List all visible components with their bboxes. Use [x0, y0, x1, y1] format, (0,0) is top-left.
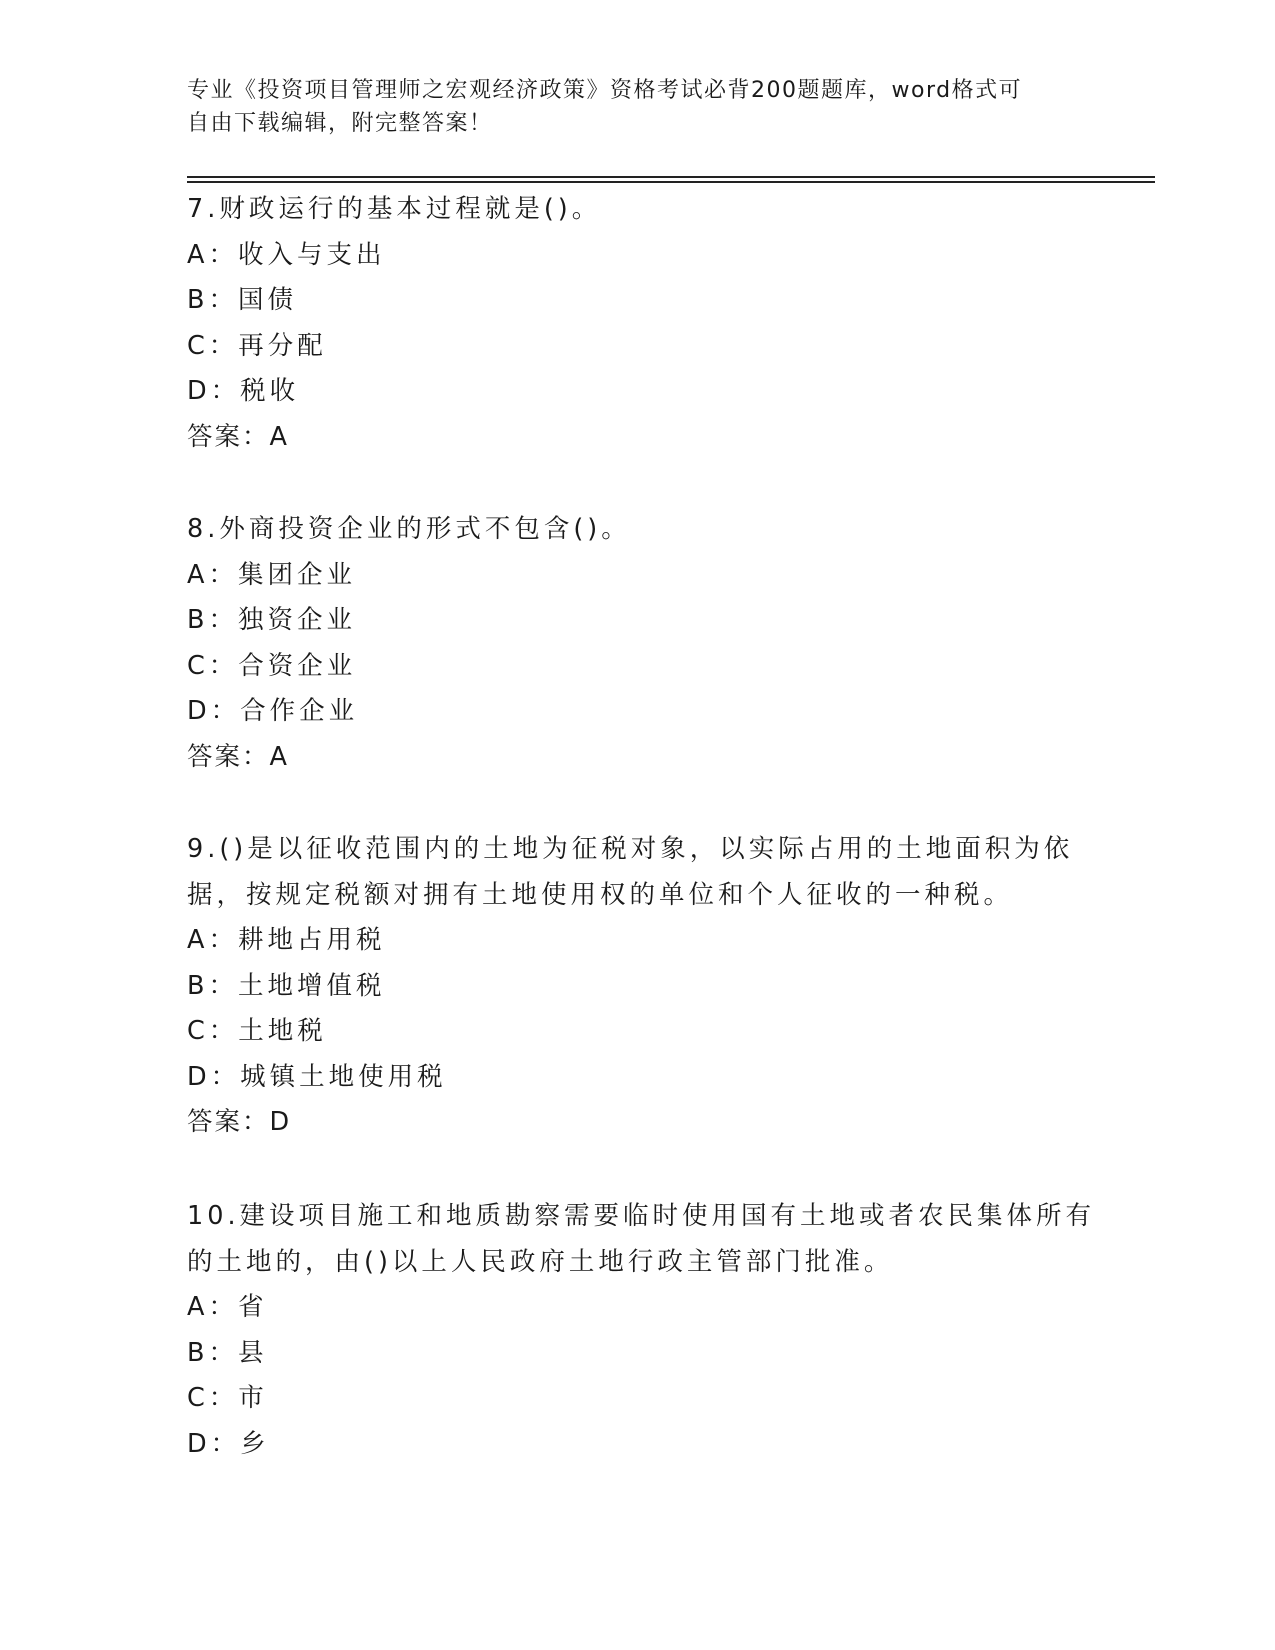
option-a: A：集团企业: [187, 559, 356, 590]
option-c: C：土地税: [187, 1016, 327, 1046]
header-line-1: 专业《投资项目管理师之宏观经济政策》资格考试必背200题题库，word格式可: [187, 78, 1023, 103]
question-stem-line-1: 10.建设项目施工和地质勘察需要临时使用国有土地或者农民集体所有: [187, 1201, 1096, 1231]
answer-label: 答案：: [187, 741, 270, 772]
question-8: [187, 507, 1087, 780]
option-a: A：收入与支出: [187, 239, 386, 270]
option-c: C：再分配: [187, 330, 327, 361]
question-stem-line-2: 的土地的，由()以上人民政府土地行政主管部门批准。: [187, 1246, 894, 1277]
header-divider-top: [187, 176, 1155, 178]
answer-value: A: [269, 741, 288, 772]
answer-label: 答案：: [187, 421, 270, 452]
option-b: B：国债: [187, 285, 297, 315]
question-stem: 8.外商投资企业的形式不包含()。: [187, 514, 631, 544]
answer-line: [187, 1100, 1087, 1146]
option-b: B：独资企业: [187, 605, 356, 635]
answer-label: 答案：: [187, 1107, 270, 1137]
header-divider-bottom: [187, 181, 1155, 183]
answer-value: D: [269, 1107, 291, 1137]
option-c: C：合资企业: [187, 650, 357, 681]
option-a: A：耕地占用税: [187, 925, 386, 955]
question-7: [187, 187, 1087, 460]
question-9: [187, 827, 1087, 1146]
answer-value: A: [269, 421, 288, 452]
header-line-2: 自由下载编辑，附完整答案！: [187, 111, 493, 136]
question-stem-line-2: 据，按规定税额对拥有土地使用权的单位和个人征收的一种税。: [187, 879, 1014, 910]
option-c: C：市: [187, 1383, 268, 1413]
question-stem: 7.财政运行的基本过程就是()。: [187, 194, 602, 224]
question-10: [187, 1194, 1096, 1467]
option-d: D：税收: [187, 376, 300, 406]
option-d: D：乡: [187, 1428, 270, 1459]
answer-line: [187, 415, 1087, 461]
question-stem-line-1: 9.()是以征收范围内的土地为征税对象，以实际占用的土地面积为依: [187, 834, 1074, 864]
option-b: B：县: [187, 1337, 268, 1368]
option-a: A：省: [187, 1292, 268, 1322]
option-d: D：城镇土地使用税: [187, 1061, 447, 1092]
option-d: D：合作企业: [187, 696, 359, 726]
document-header: [187, 74, 1067, 140]
option-b: B：土地增值税: [187, 970, 386, 1001]
answer-line: [187, 735, 1087, 781]
